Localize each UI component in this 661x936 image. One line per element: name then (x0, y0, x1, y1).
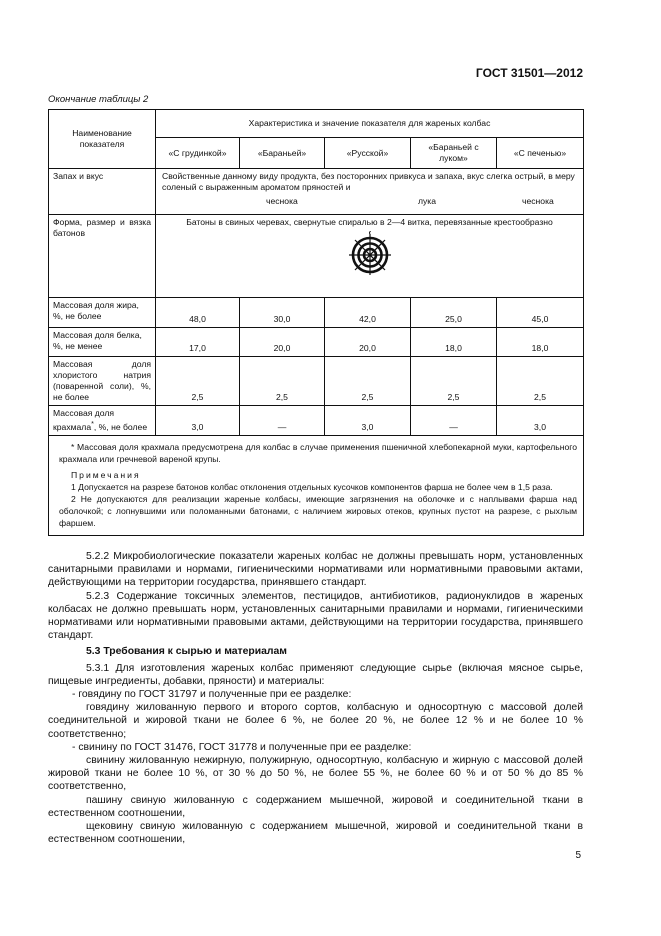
note-item: 1 Допускается на разрезе батонов колбас отклонения отдельных кусочков компонентов фарша не более чем в 1,5 раза. (71, 481, 553, 492)
characteristics-table (48, 109, 584, 536)
table-continuation-caption: Окончание таблицы 2 (48, 94, 149, 105)
sub-value-garlic: чеснока (266, 196, 298, 206)
value-cell: 3,0 (497, 406, 584, 436)
beef-description: говядину жилованную первого и второго сортов, колбасную и односортную с массовой долей соединительной и жировой ткани не более 6 %, не более 20 %, не более 12 % и не более 10 % соответственно; (48, 702, 583, 740)
page-number: 5 (575, 850, 581, 861)
paragraph-5-2-3: 5.2.3 Содержание токсичных элементов, пестицидов, антибиотиков, радионуклидов в жареных колбасах не должно превышать норм, установленных санитарными правилами и нормами, гигиеническими нормативами или нормативными правовыми актами, действующими на территории государства, принявшего стандарт. (48, 590, 583, 642)
row-label-text: , %, не более (93, 421, 148, 432)
value-cell: 20,0 (240, 328, 325, 357)
sub-value-onion: лука (418, 196, 437, 206)
section-heading-5-3: 5.3 Требования к сырью и материалам (86, 646, 287, 658)
value-cell: 48,0 (156, 298, 240, 328)
value-cell: 42,0 (325, 298, 411, 328)
pork-cheek-description: щековину свиную жилованную с содержанием мышечной, жировой и соединительной ткани в естественном соотношении, (48, 821, 583, 846)
header-group: Характеристика и значение показателя для жареных колбас (156, 110, 584, 138)
smell-text: Свойственные данному виду продукта, без посторонних привкуса и запаха, вкус слегка острый, в меру соленый с выраженным ароматом пряностей и (162, 171, 575, 192)
value-cell: 2,5 (240, 357, 325, 406)
paragraph-5-2-2: 5.2.2 Микробиологические показатели жареных колбас не должны превышать норм, установленных санитарными правилами и нормами, гигиеническими нормативами или нормативными правовыми актами, действующими на территории государства, принявшего стандарт. (48, 551, 583, 589)
value-cell: 2,5 (411, 357, 497, 406)
value-cell: 18,0 (497, 328, 584, 357)
paragraph-5-3-1: 5.3.1 Для изготовления жареных колбас применяют следующие сырье (включая мясное сырье, пищевые ингредиенты, добавки, пряности) и материалы: (48, 662, 583, 687)
header-indicator-name: Наименование показателя (49, 110, 156, 169)
value-cell: — (411, 406, 497, 436)
table-notes (49, 435, 584, 535)
row-label: Массовая доля жира, %, не более (49, 298, 156, 328)
value-cell: 2,5 (497, 357, 584, 406)
pork-belly-description: пашину свиную жилованную с содержанием мышечной, жировой и соединительной ткани в естественном соотношении, (48, 794, 583, 819)
row-label: Форма, размер и вязка батонов (49, 215, 156, 298)
value-cell: 30,0 (240, 298, 325, 328)
main-text (48, 550, 583, 846)
value-cell: 17,0 (156, 328, 240, 357)
value-cell: 20,0 (325, 328, 411, 357)
footnote-marker: * (91, 420, 94, 428)
note-item: 2 Не допускаются для реализации жареные колбасы, имеющие загрязнения на оболочке и с наплывами фарша над оболочкой; с лопнувшими или поломанными батонами, с наличием жировых отеков, крупных пустот на разрезе, с рыхлым фаршем. (59, 493, 578, 528)
value-cell: — (240, 406, 325, 436)
row-label: Массовая доля белка, %, не менее (49, 328, 156, 357)
column-header: «Бараньей с луком» (411, 138, 497, 169)
value-cell: 2,5 (156, 357, 240, 406)
value-cell: 18,0 (411, 328, 497, 357)
value-cell: 25,0 (411, 298, 497, 328)
column-header: «С грудинкой» (156, 138, 240, 169)
row-label: Запах и вкус (49, 169, 156, 215)
column-header: «Бараньей» (240, 138, 325, 169)
shape-description-cell (156, 215, 584, 298)
value-cell: 3,0 (156, 406, 240, 436)
sausage-spiral-icon (345, 231, 395, 275)
row-label-text: Массовая доля крахмала (53, 408, 115, 432)
row-label-starch (49, 406, 156, 436)
smell-description-cell (156, 169, 584, 215)
notes-title: Примечания (71, 469, 141, 480)
standard-number: ГОСТ 31501—2012 (475, 66, 583, 80)
value-cell: 2,5 (325, 357, 411, 406)
shape-text: Батоны в свиных черевах, свернутые спиралью в 2—4 витка, перевязанные крестообразно (186, 217, 553, 227)
row-label: Массовая доля хлористого натрия (поваренной соли), %, не более (49, 357, 156, 406)
pork-description: свинину жилованную нежирную, полужирную, односортную, колбасную и жирную с массовой долей жировой ткани не более 10 %, от 30 % до 50 %, не более 55 %, не более 60 % и от 50 % до 85 % соответственно, (48, 755, 583, 793)
footnote: * Массовая доля крахмала предусмотрена для колбас в случае применения пшеничной хлебопекарной муки, картофельного крахмала или гречневой вареной крупы. (59, 441, 578, 464)
sub-value-garlic: чеснока (522, 196, 554, 206)
list-item-beef: - говядину по ГОСТ 31797 и полученные при ее разделке: (72, 689, 352, 701)
value-cell: 3,0 (325, 406, 411, 436)
list-item-pork: - свинину по ГОСТ 31476, ГОСТ 31778 и полученные при ее разделке: (72, 741, 412, 753)
value-cell: 45,0 (497, 298, 584, 328)
column-header: «Русской» (325, 138, 411, 169)
column-header: «С печенью» (497, 138, 584, 169)
